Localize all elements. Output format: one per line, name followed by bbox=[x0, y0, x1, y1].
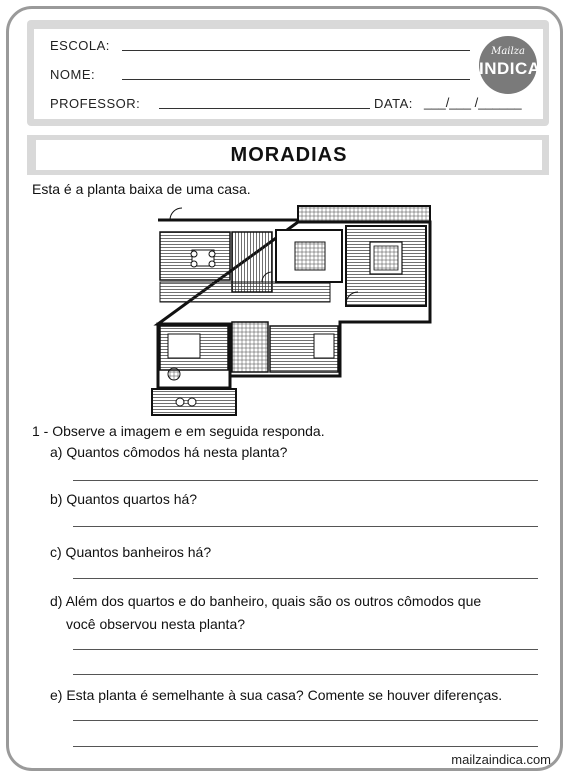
question-e: e) Esta planta é semelhante à sua casa? Comente se houver diferenças. bbox=[50, 687, 503, 703]
question-d-continued: você observou nesta planta? bbox=[66, 616, 246, 632]
answer-line-d-2[interactable] bbox=[73, 674, 538, 675]
mailza-indica-logo bbox=[479, 36, 541, 94]
data-label: DATA: bbox=[374, 96, 413, 111]
answer-line-c[interactable] bbox=[73, 578, 538, 579]
professor-field[interactable] bbox=[159, 108, 370, 109]
question-1-prompt: 1 - Observe a imagem e em seguida responda. bbox=[32, 423, 325, 439]
footer-website: mailzaindica.com bbox=[451, 752, 551, 767]
logo-script-text: Mailza bbox=[491, 46, 525, 57]
answer-line-a[interactable] bbox=[73, 480, 538, 481]
answer-line-d-1[interactable] bbox=[73, 649, 538, 650]
nome-field[interactable] bbox=[122, 79, 470, 80]
answer-line-e-1[interactable] bbox=[73, 720, 538, 721]
answer-line-e-2[interactable] bbox=[73, 746, 538, 747]
escola-field[interactable] bbox=[122, 50, 470, 51]
data-field[interactable]: ___/___ /______ bbox=[424, 95, 522, 110]
floor-plan-image bbox=[150, 204, 433, 418]
escola-label: ESCOLA: bbox=[50, 38, 110, 53]
question-b: b) Quantos quartos há? bbox=[50, 491, 198, 507]
intro-text: Esta é a planta baixa de uma casa. bbox=[32, 181, 251, 197]
question-d: d) Além dos quartos e do banheiro, quais são os outros cômodos que bbox=[50, 593, 482, 609]
nome-label: NOME: bbox=[50, 67, 96, 82]
answer-line-b[interactable] bbox=[73, 526, 538, 527]
page-title: MORADIAS bbox=[36, 140, 542, 170]
question-c: c) Quantos banheiros há? bbox=[50, 544, 212, 560]
logo-main-text: INDICA bbox=[479, 59, 541, 78]
question-a: a) Quantos cômodos há nesta planta? bbox=[50, 444, 288, 460]
professor-label: PROFESSOR: bbox=[50, 96, 141, 111]
